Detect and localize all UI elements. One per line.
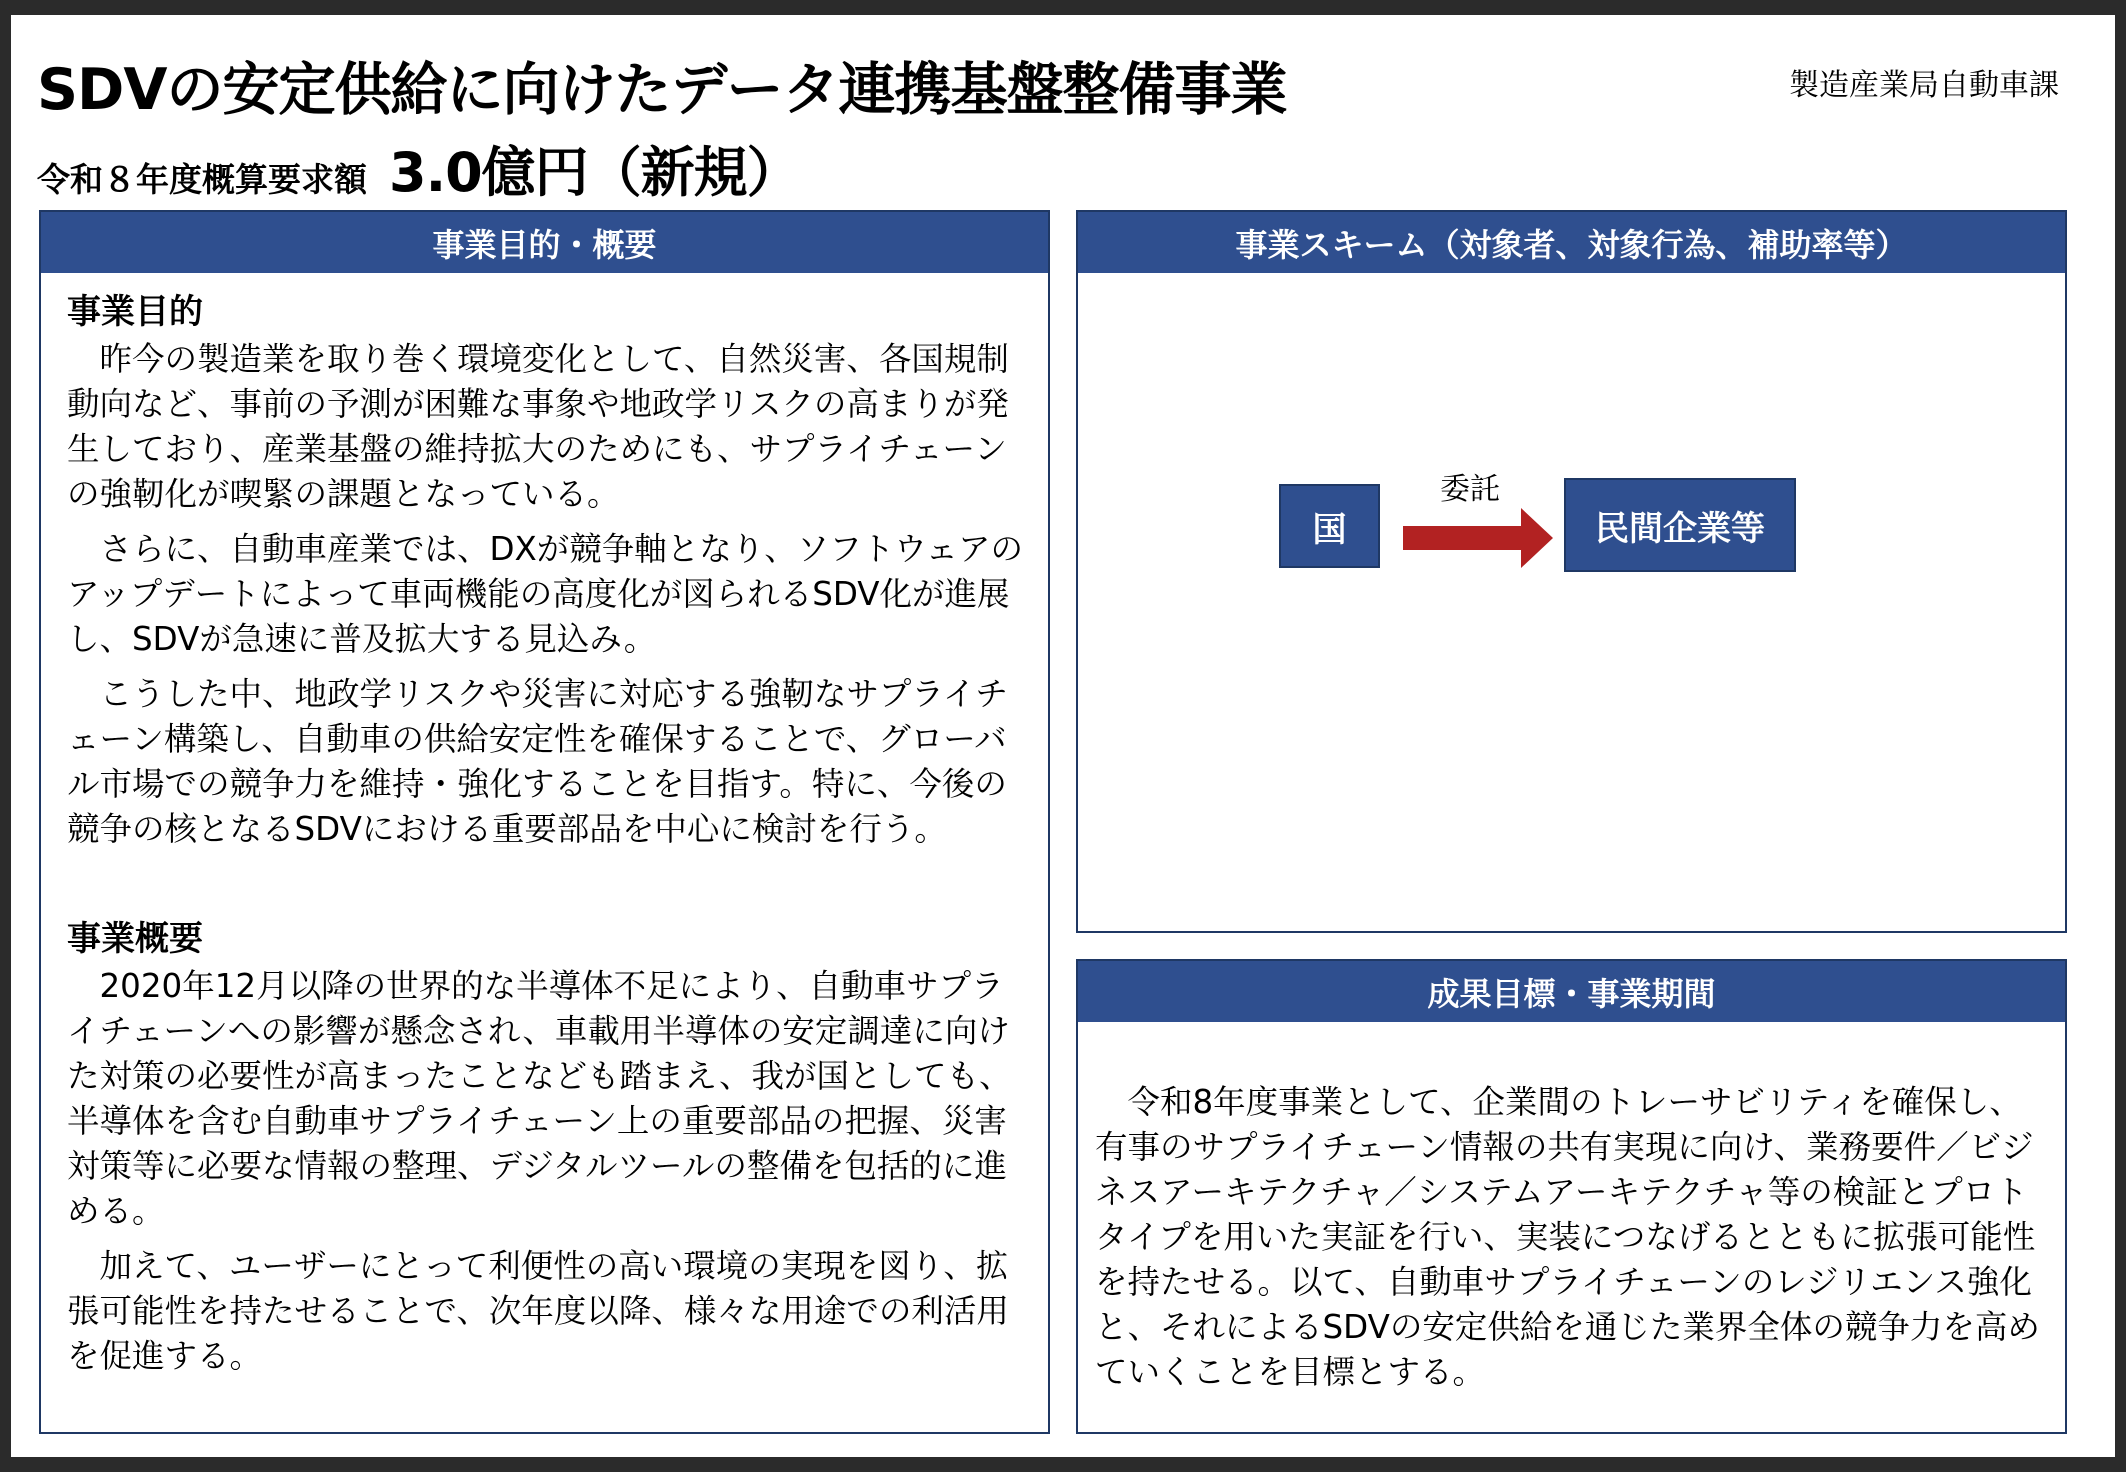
budget-amount: 3.0億円（新規）: [389, 141, 800, 204]
goal-paragraph: 令和8年度事業として、企業間のトレーサビリティを確保し、有事のサプライチェーン情報の共有実現に向け、業務要件／ビジネスアーキテクチャ／システムアーキテクチャ等の検証とプロトタイプを用いた実証を行い、実装につなげるとともに拡張可能性を持たせる。以て、自動車サプライチェーンのレジリエンス強化と、それによるSDVの安定供給を通じた業界全体の競争力を高めていくことを目標とする。: [1095, 1083, 2040, 1391]
page-title: SDVの安定供給に向けたデータ連携基盤整備事業: [37, 57, 1287, 123]
overview-heading: 事業概要: [67, 919, 203, 959]
purpose-panel-header: 事業目的・概要: [41, 212, 1048, 273]
purpose-overview-panel: [39, 210, 1050, 1434]
scheme-arrow-label: 委託: [1440, 472, 1500, 507]
scheme-node-country: 国: [1279, 484, 1380, 568]
scheme-node-company: 民間企業等: [1564, 478, 1796, 572]
budget-label: 令和８年度概算要求額: [37, 160, 367, 199]
overview-paragraph: 2020年12月以降の世界的な半導体不足により、自動車サプライチェーンへの影響が懸念され、車載用半導体の安定調達に向けた対策の必要性が高まったことなども踏まえ、我が国としても、半導体を含む自動車サプライチェーン上の重要部品の把握、災害対策等に必要な情報の整理、デジタルツールの整備を包括的に進める。: [67, 967, 1012, 1230]
budget-line: [37, 130, 800, 207]
section-spacer: [67, 862, 1026, 914]
right-arrow-icon: [1403, 508, 1553, 568]
arrow-shape: [1403, 508, 1553, 568]
goal-panel-header: 成果目標・事業期間: [1078, 961, 2065, 1022]
purpose-heading: 事業目的: [67, 292, 203, 332]
purpose-paragraph: こうした中、地政学リスクや災害に対応する強靭なサプライチェーン構築し、自動車の供給安定性を確保することで、グローバル市場での競争力を維持・強化することを目指す。特に、今後の競争の核となるSDVにおける重要部品を中心に検討を行う。: [67, 675, 1008, 848]
department-name: 製造産業局自動車課: [1789, 68, 2059, 103]
purpose-paragraph: さらに、自動車産業では、DXが競争軸となり、ソフトウェアのアップデートによって車両機能の高度化が図られるSDV化が進展し、SDVが急速に普及拡大する見込み。: [67, 530, 1023, 658]
purpose-paragraph: 昨今の製造業を取り巻く環境変化として、自然災害、各国規制動向など、事前の予測が困難な事象や地政学リスクの高まりが発生しており、産業基盤の維持拡大のためにも、サプライチェーンの強靭化が喫緊の課題となっている。: [67, 340, 1009, 513]
scheme-panel-header: 事業スキーム（対象者、対象行為、補助率等）: [1078, 212, 2065, 273]
overview-paragraph: 加えて、ユーザーにとって利便性の高い環境の実現を図り、拡張可能性を持たせることで、次年度以降、様々な用途での利活用を促進する。: [67, 1247, 1009, 1375]
goal-period-panel: [1076, 959, 2067, 1434]
purpose-panel-body: [41, 273, 1048, 1379]
goal-panel-body: [1078, 1022, 2065, 1395]
